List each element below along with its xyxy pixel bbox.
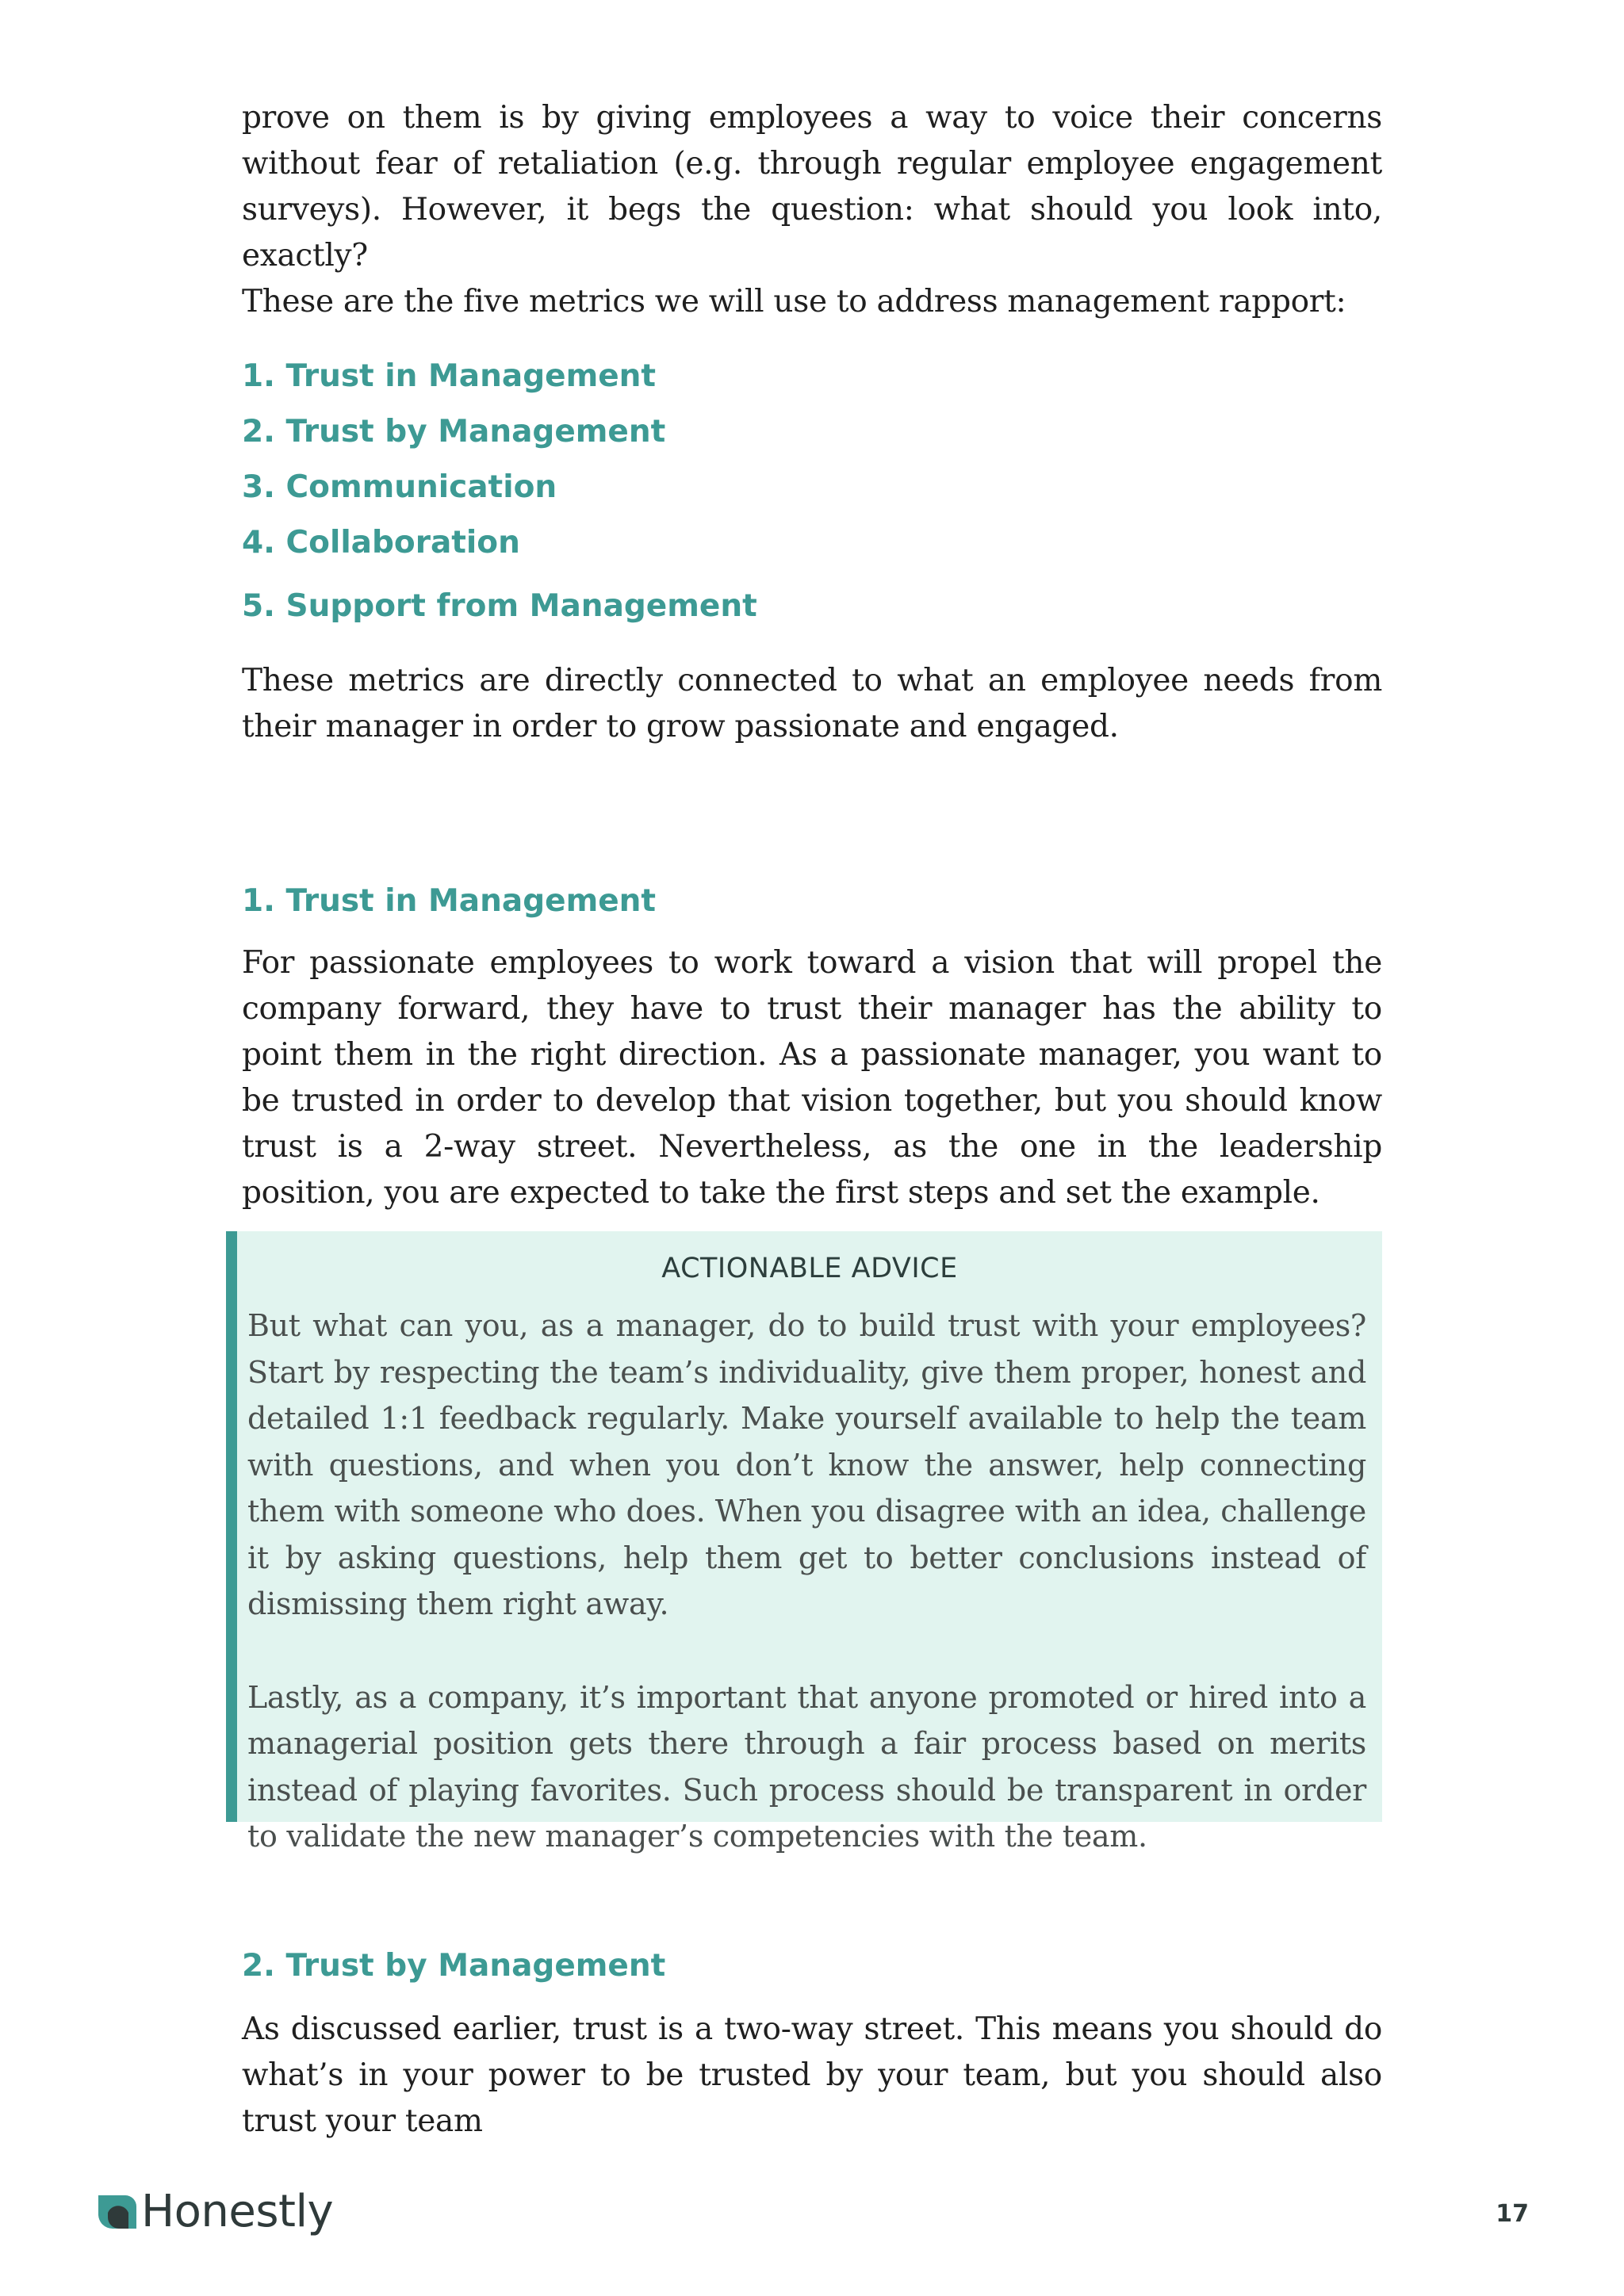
callout-paragraph: Lastly, as a company, it’s important that anyone promoted or hired into a managerial position gets there through a fair process based on merits instead of playing favorites. Such process should be transparent in order to validate the new manager’s competencies with the team.	[247, 1679, 1366, 1854]
brand-logo	[97, 2188, 333, 2236]
metrics-summary: These metrics are directly connected to what an employee needs from their manager in order to grow passionate and engaged.	[242, 663, 1382, 744]
metric-item: 3. Communication	[242, 469, 557, 505]
callout-body	[247, 1303, 1366, 1860]
page-number: 17	[1496, 2200, 1529, 2228]
callout-accent-bar	[226, 1231, 237, 1822]
brand-name: Honestly	[141, 2186, 334, 2237]
honestly-logo-icon	[97, 2194, 138, 2230]
metric-item: 4. Collaboration	[242, 525, 520, 561]
metric-item: 2. Trust by Management	[242, 414, 666, 450]
intro-paragraph: prove on them is by giving employees a way to voice their concerns without fear of retaliation (e.g. through regular employee engagement surveys). However, it begs the question: what should you look into, exactly?	[242, 100, 1382, 274]
actionable-advice-callout	[226, 1231, 1382, 1854]
callout-paragraph: But what can you, as a manager, do to build trust with your employees? Start by respecting the team’s individuality, give them proper, honest and detailed 1:1 feedback regularly. Make yourself available to help the team with questions, and when you don’t know the answer, help connecting them with someone who does. When you disagree with an idea, challenge it by asking questions, help them get to better conclusions instead of dismissing them right away.	[247, 1308, 1366, 1621]
section-heading-trust-in-management: 1. Trust in Management	[242, 883, 657, 919]
metric-item: 5. Support from Management	[242, 588, 757, 624]
metrics-list	[242, 349, 1382, 634]
section-two	[242, 1943, 1382, 2145]
metric-item: 1. Trust in Management	[242, 358, 657, 394]
main-content	[242, 95, 1382, 1216]
section-heading-trust-by-management: 2. Trust by Management	[242, 1948, 666, 1984]
section-body-trust-by-management: As discussed earlier, trust is a two-way street. This means you should do what’s in your power to be trusted by your team, but you should also trust your team	[242, 2011, 1382, 2139]
callout-title: ACTIONABLE ADVICE	[661, 1253, 958, 1284]
section-body-trust-in-management: For passionate employees to work toward a vision that will propel the company forward, they have to trust their manager has the ability to point them in the right direction. As a passionate manager, you want to be trusted in order to develop that vision together, but you should know trust is a 2-way street. Nevertheless, as the one in the leadership position, you are expected to take the first steps and set the example.	[242, 945, 1382, 1211]
intro-lead-in: These are the five metrics we will use to address management rapport:	[242, 284, 1346, 320]
